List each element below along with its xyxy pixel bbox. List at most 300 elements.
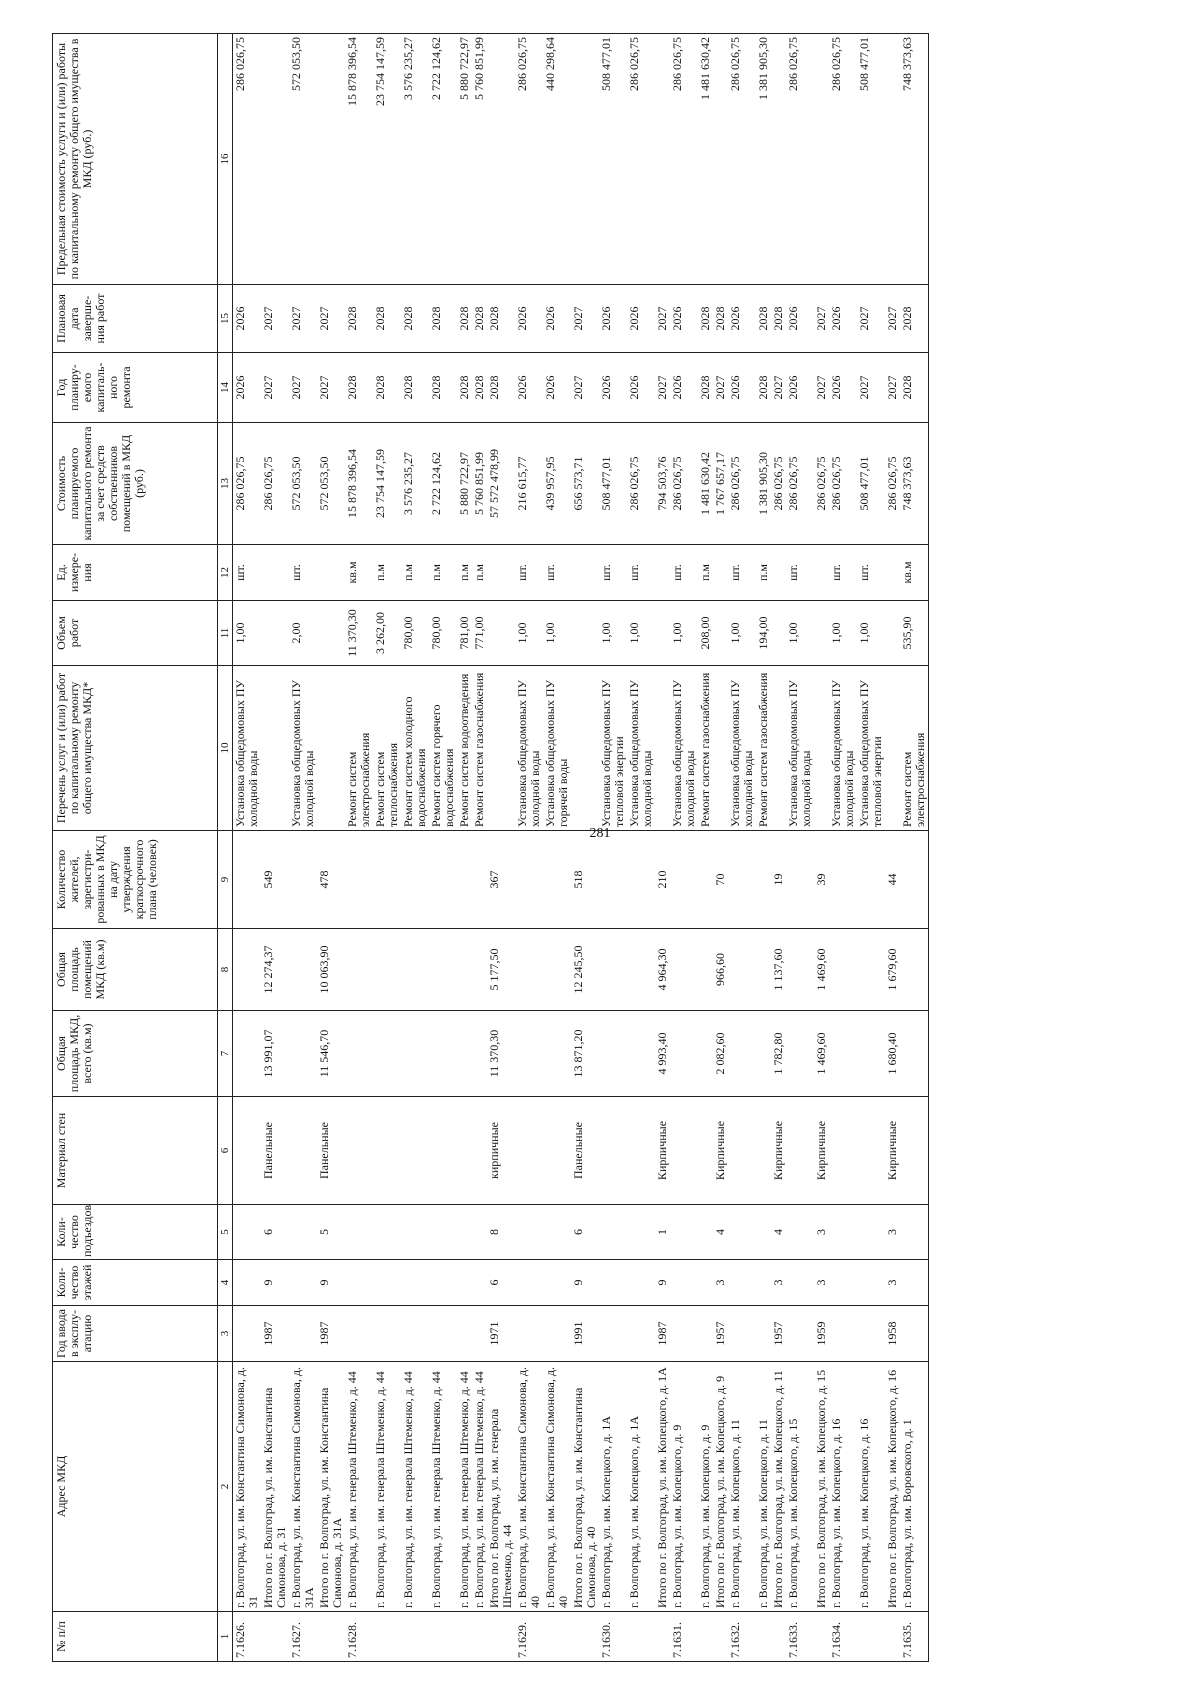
cell-col-1 — [713, 1612, 728, 1662]
cell-col-12 — [261, 545, 289, 601]
table-row — [401, 34, 429, 1662]
cell-col-1: 7.1632. — [728, 1612, 756, 1662]
column-number-3: 3 — [218, 1306, 233, 1362]
cell-col-1 — [543, 1612, 571, 1662]
cell-col-2: г. Волгоград, ул. им. генерала Штеменко, д. 44 — [373, 1362, 401, 1612]
cell-col-5 — [627, 1205, 655, 1260]
cell-col-9 — [756, 831, 771, 929]
cell-col-6: Кирпичные — [885, 1097, 900, 1205]
cell-col-2: г. Волгоград, ул. им. Копецкого, д. 16 — [829, 1362, 857, 1612]
cell-col-13: 286 026,75 — [627, 423, 655, 545]
cell-col-13: 286 026,75 — [728, 423, 756, 545]
cell-col-9: 518 — [571, 831, 599, 929]
cell-col-8 — [373, 929, 401, 1011]
cell-col-7 — [627, 1011, 655, 1097]
cell-col-4 — [829, 1260, 857, 1306]
table-row — [487, 34, 515, 1662]
cell-col-11 — [571, 601, 599, 666]
cell-col-3 — [457, 1306, 472, 1362]
cell-col-16: 5 880 722,97 — [457, 34, 472, 285]
cell-col-15: 2027 — [857, 285, 885, 353]
cell-col-11: 535,90 — [900, 601, 929, 666]
cell-col-6 — [233, 1097, 262, 1205]
cell-col-5 — [457, 1205, 472, 1260]
column-number-6: 6 — [218, 1097, 233, 1205]
column-header-15: Плановая дата заверше-ния работ — [53, 285, 218, 353]
cell-col-6 — [599, 1097, 627, 1205]
cell-col-4 — [786, 1260, 814, 1306]
cell-col-12: п.м — [457, 545, 472, 601]
cell-col-9: 39 — [814, 831, 829, 929]
cell-col-4 — [728, 1260, 756, 1306]
cell-col-11 — [317, 601, 345, 666]
cell-col-5: 8 — [487, 1205, 515, 1260]
cell-col-13: 216 615,77 — [515, 423, 543, 545]
cell-col-1 — [655, 1612, 670, 1662]
cell-col-8 — [756, 929, 771, 1011]
cell-col-5: 4 — [713, 1205, 728, 1260]
cell-col-14: 2026 — [670, 353, 698, 423]
cell-col-11: 771,00 — [472, 601, 487, 666]
cell-col-1 — [756, 1612, 771, 1662]
cell-col-9 — [857, 831, 885, 929]
cell-col-9 — [472, 831, 487, 929]
cell-col-13: 1 381 905,30 — [756, 423, 771, 545]
cell-col-9 — [786, 831, 814, 929]
cell-col-11 — [487, 601, 515, 666]
table-row — [472, 34, 487, 1662]
cell-col-14: 2028 — [900, 353, 929, 423]
cell-col-12: шт. — [857, 545, 885, 601]
cell-col-12 — [814, 545, 829, 601]
rotated-table-container — [52, 34, 1186, 1662]
cell-col-12 — [655, 545, 670, 601]
cell-col-9 — [599, 831, 627, 929]
cell-col-16 — [655, 34, 670, 285]
cell-col-2: Итого по г. Волгоград, ул. им. Копецкого, д. 9 — [713, 1362, 728, 1612]
cell-col-16: 286 026,75 — [728, 34, 756, 285]
cell-col-4 — [670, 1260, 698, 1306]
table-row — [261, 34, 289, 1662]
cell-col-10: Ремонт систем водоотведения — [457, 666, 472, 831]
cell-col-10: Установка общедомовых ПУ холодной воды — [627, 666, 655, 831]
cell-col-12: п.м — [373, 545, 401, 601]
cell-col-3 — [786, 1306, 814, 1362]
cell-col-10 — [713, 666, 728, 831]
cell-col-6: Кирпичные — [814, 1097, 829, 1205]
cell-col-1 — [317, 1612, 345, 1662]
table-row — [728, 34, 756, 1662]
cell-col-16: 748 373,63 — [900, 34, 929, 285]
cell-col-7 — [786, 1011, 814, 1097]
cell-col-12 — [771, 545, 786, 601]
cell-col-14: 2027 — [713, 353, 728, 423]
cell-col-2: г. Волгоград, ул. им. генерала Штеменко, д. 44 — [345, 1362, 373, 1612]
cell-col-16: 5 760 851,99 — [472, 34, 487, 285]
column-header-13: Стоимость планируемого капитального ремонта за счет средств собственников помещений в МКД (руб.) — [53, 423, 218, 545]
cell-col-3: 1957 — [771, 1306, 786, 1362]
cell-col-16: 1 481 630,42 — [698, 34, 713, 285]
cell-col-3: 1987 — [261, 1306, 289, 1362]
cell-col-15: 2028 — [713, 285, 728, 353]
cell-col-12: кв.м — [345, 545, 373, 601]
cell-col-2: г. Волгоград, ул. им. Копецкого, д. 9 — [670, 1362, 698, 1612]
cell-col-1 — [472, 1612, 487, 1662]
cell-col-3 — [472, 1306, 487, 1362]
cell-col-9 — [401, 831, 429, 929]
cell-col-15: 2028 — [457, 285, 472, 353]
cell-col-15: 2026 — [786, 285, 814, 353]
cell-col-4 — [543, 1260, 571, 1306]
cell-col-15: 2026 — [515, 285, 543, 353]
cell-col-12: п.м — [472, 545, 487, 601]
cell-col-13: 286 026,75 — [771, 423, 786, 545]
cell-col-15: 2027 — [571, 285, 599, 353]
cell-col-3: 1957 — [713, 1306, 728, 1362]
cell-col-7: 1 782,80 — [771, 1011, 786, 1097]
cell-col-8 — [429, 929, 457, 1011]
cell-col-5: 6 — [571, 1205, 599, 1260]
cell-col-13: 1 767 657,17 — [713, 423, 728, 545]
cell-col-14: 2026 — [728, 353, 756, 423]
cell-col-1 — [571, 1612, 599, 1662]
cell-col-6 — [289, 1097, 317, 1205]
cell-col-6 — [857, 1097, 885, 1205]
cell-col-4: 9 — [317, 1260, 345, 1306]
cell-col-7 — [429, 1011, 457, 1097]
cell-col-7 — [457, 1011, 472, 1097]
cell-col-10 — [655, 666, 670, 831]
column-number-13: 13 — [218, 423, 233, 545]
cell-col-6: Панельные — [317, 1097, 345, 1205]
cell-col-4: 3 — [713, 1260, 728, 1306]
column-header-4: Коли-чество этажей — [53, 1260, 218, 1306]
cell-col-6 — [515, 1097, 543, 1205]
cell-col-7 — [515, 1011, 543, 1097]
cell-col-11: 780,00 — [429, 601, 457, 666]
cell-col-11: 1,00 — [829, 601, 857, 666]
cell-col-6: Кирпичные — [655, 1097, 670, 1205]
cell-col-16: 286 026,75 — [627, 34, 655, 285]
cell-col-7: 13 991,07 — [261, 1011, 289, 1097]
cell-col-2: г. Волгоград, ул. им. Копецкого, д. 9 — [698, 1362, 713, 1612]
cell-col-15: 2026 — [728, 285, 756, 353]
table-row — [885, 34, 900, 1662]
column-header-6: Материал стен — [53, 1097, 218, 1205]
cell-col-3 — [627, 1306, 655, 1362]
cell-col-11: 194,00 — [756, 601, 771, 666]
cell-col-15: 2028 — [900, 285, 929, 353]
cell-col-14: 2028 — [487, 353, 515, 423]
cell-col-2: Итого по г. Волгоград, ул. им. Константина Симонова, д. 31А — [317, 1362, 345, 1612]
table-row — [289, 34, 317, 1662]
table-row — [829, 34, 857, 1662]
cell-col-6 — [728, 1097, 756, 1205]
cell-col-10: Установка общедомовых ПУ горячей воды — [543, 666, 571, 831]
cell-col-1 — [771, 1612, 786, 1662]
cell-col-10 — [771, 666, 786, 831]
cell-col-11 — [713, 601, 728, 666]
cell-col-14: 2026 — [786, 353, 814, 423]
cell-col-11: 1,00 — [728, 601, 756, 666]
cell-col-2: г. Волгоград, ул. им. Копецкого, д. 1А — [627, 1362, 655, 1612]
cell-col-14: 2028 — [472, 353, 487, 423]
cell-col-2: г. Волгоград, ул. им. генерала Штеменко, д. 44 — [457, 1362, 472, 1612]
cell-col-13: 5 760 851,99 — [472, 423, 487, 545]
column-header-7: Общая площадь МКД, всего (кв.м) — [53, 1011, 218, 1097]
column-header-11: Объем работ — [53, 601, 218, 666]
cell-col-13: 508 477,01 — [857, 423, 885, 545]
cell-col-8: 1 469,60 — [814, 929, 829, 1011]
cell-col-15: 2028 — [472, 285, 487, 353]
cell-col-16: 23 754 147,59 — [373, 34, 401, 285]
cell-col-8 — [728, 929, 756, 1011]
cell-col-12 — [487, 545, 515, 601]
cell-col-5: 6 — [261, 1205, 289, 1260]
cell-col-13: 15 878 396,54 — [345, 423, 373, 545]
cell-col-1: 7.1630. — [599, 1612, 627, 1662]
cell-col-4 — [472, 1260, 487, 1306]
cell-col-8 — [289, 929, 317, 1011]
cell-col-7 — [670, 1011, 698, 1097]
cell-col-14: 2027 — [261, 353, 289, 423]
cell-col-4: 3 — [771, 1260, 786, 1306]
cell-col-2: г. Волгоград, ул. им. Копецкого, д. 11 — [756, 1362, 771, 1612]
table-row — [457, 34, 472, 1662]
cell-col-10: Установка общедомовых ПУ тепловой энергии — [857, 666, 885, 831]
cell-col-5 — [756, 1205, 771, 1260]
cell-col-16: 508 477,01 — [599, 34, 627, 285]
cell-col-2: Итого по г. Волгоград, ул. им. Копецкого, д. 15 — [814, 1362, 829, 1612]
cell-col-15: 2028 — [756, 285, 771, 353]
column-number-1: 1 — [218, 1612, 233, 1662]
cell-col-8: 1 679,60 — [885, 929, 900, 1011]
cell-col-16: 3 576 235,27 — [401, 34, 429, 285]
cell-col-6 — [829, 1097, 857, 1205]
cell-col-13: 794 503,76 — [655, 423, 670, 545]
cell-col-14: 2027 — [885, 353, 900, 423]
cell-col-3: 1987 — [655, 1306, 670, 1362]
cell-col-6 — [457, 1097, 472, 1205]
cell-col-9: 19 — [771, 831, 786, 929]
cell-col-4 — [429, 1260, 457, 1306]
cell-col-12: шт. — [670, 545, 698, 601]
cell-col-15: 2028 — [429, 285, 457, 353]
table-row — [698, 34, 713, 1662]
table-row — [317, 34, 345, 1662]
cell-col-8 — [345, 929, 373, 1011]
column-header-10: Перечень услуг и (или) работ по капитальному ремонту общего имущества МКД* — [53, 666, 218, 831]
cell-col-7 — [543, 1011, 571, 1097]
cell-col-16 — [771, 34, 786, 285]
cell-col-6 — [429, 1097, 457, 1205]
cell-col-9 — [515, 831, 543, 929]
cell-col-9 — [829, 831, 857, 929]
cell-col-12: шт. — [289, 545, 317, 601]
table-row — [786, 34, 814, 1662]
cell-col-8: 966,60 — [713, 929, 728, 1011]
cell-col-2: г. Волгоград, ул. им. Константина Симонова, д. 31А — [289, 1362, 317, 1612]
cell-col-12: шт. — [786, 545, 814, 601]
cell-col-13: 748 373,63 — [900, 423, 929, 545]
cell-col-5 — [233, 1205, 262, 1260]
cell-col-2: г. Волгоград, ул. им. Константина Симонова, д. 40 — [515, 1362, 543, 1612]
cell-col-14: 2026 — [543, 353, 571, 423]
cell-col-16: 286 026,75 — [786, 34, 814, 285]
cell-col-5 — [599, 1205, 627, 1260]
cell-col-13: 572 053,50 — [317, 423, 345, 545]
cell-col-11 — [771, 601, 786, 666]
cell-col-9: 367 — [487, 831, 515, 929]
column-header-12: Ед. измере-ния — [53, 545, 218, 601]
cell-col-6 — [345, 1097, 373, 1205]
cell-col-6 — [756, 1097, 771, 1205]
cell-col-9 — [457, 831, 472, 929]
cell-col-7 — [233, 1011, 262, 1097]
cell-col-3 — [698, 1306, 713, 1362]
cell-col-8 — [829, 929, 857, 1011]
cell-col-6: Панельные — [571, 1097, 599, 1205]
cell-col-5: 4 — [771, 1205, 786, 1260]
cell-col-9: 44 — [885, 831, 900, 929]
cell-col-11: 11 370,30 — [345, 601, 373, 666]
cell-col-2: Итого по г. Волгоград, ул. им. Копецкого, д. 1А — [655, 1362, 670, 1612]
cell-col-8 — [627, 929, 655, 1011]
cell-col-9: 478 — [317, 831, 345, 929]
cell-col-15: 2028 — [345, 285, 373, 353]
cell-col-14: 2028 — [373, 353, 401, 423]
cell-col-4 — [698, 1260, 713, 1306]
cell-col-5 — [373, 1205, 401, 1260]
cell-col-15: 2027 — [289, 285, 317, 353]
cell-col-5 — [829, 1205, 857, 1260]
cell-col-11 — [655, 601, 670, 666]
cell-col-15: 2027 — [261, 285, 289, 353]
cell-col-6: кирпичные — [487, 1097, 515, 1205]
cell-col-14: 2027 — [857, 353, 885, 423]
cell-col-9 — [233, 831, 262, 929]
cell-col-8: 12 245,50 — [571, 929, 599, 1011]
cell-col-1 — [885, 1612, 900, 1662]
cell-col-11: 208,00 — [698, 601, 713, 666]
cell-col-7 — [289, 1011, 317, 1097]
cell-col-4 — [599, 1260, 627, 1306]
column-number-2: 2 — [218, 1362, 233, 1612]
cell-col-1 — [457, 1612, 472, 1662]
cell-col-5 — [515, 1205, 543, 1260]
cell-col-14: 2028 — [457, 353, 472, 423]
cell-col-1 — [814, 1612, 829, 1662]
cell-col-13: 439 957,95 — [543, 423, 571, 545]
cell-col-2: г. Волгоград, ул. им. Воровского, д. 1 — [900, 1362, 929, 1612]
cell-col-10: Установка общедомовых ПУ холодной воды — [786, 666, 814, 831]
cell-col-1: 7.1628. — [345, 1612, 373, 1662]
cell-col-9 — [429, 831, 457, 929]
cell-col-10 — [885, 666, 900, 831]
cell-col-13: 1 481 630,42 — [698, 423, 713, 545]
cell-col-13: 508 477,01 — [599, 423, 627, 545]
cell-col-5: 3 — [885, 1205, 900, 1260]
column-number-row — [218, 34, 233, 1662]
cell-col-12: шт. — [515, 545, 543, 601]
cell-col-4 — [857, 1260, 885, 1306]
column-number-12: 12 — [218, 545, 233, 601]
cell-col-6 — [373, 1097, 401, 1205]
cell-col-3 — [373, 1306, 401, 1362]
cell-col-11: 1,00 — [599, 601, 627, 666]
cell-col-10: Ремонт систем холодного водоснабжения — [401, 666, 429, 831]
cell-col-14: 2026 — [233, 353, 262, 423]
column-number-9: 9 — [218, 831, 233, 929]
cell-col-14: 2028 — [756, 353, 771, 423]
cell-col-13: 286 026,75 — [233, 423, 262, 545]
cell-col-15: 2026 — [670, 285, 698, 353]
cell-col-12 — [571, 545, 599, 601]
cell-col-16 — [487, 34, 515, 285]
cell-col-15: 2026 — [627, 285, 655, 353]
cell-col-6: Панельные — [261, 1097, 289, 1205]
cell-col-4 — [345, 1260, 373, 1306]
cell-col-7 — [472, 1011, 487, 1097]
cell-col-1 — [401, 1612, 429, 1662]
cell-col-11: 780,00 — [401, 601, 429, 666]
table-row — [713, 34, 728, 1662]
cell-col-15: 2028 — [487, 285, 515, 353]
cell-col-2: г. Волгоград, ул. им. Копецкого, д. 11 — [728, 1362, 756, 1612]
cell-col-10: Установка общедомовых ПУ холодной воды — [728, 666, 756, 831]
cell-col-12 — [885, 545, 900, 601]
cell-col-3 — [599, 1306, 627, 1362]
cell-col-7 — [698, 1011, 713, 1097]
cell-col-3 — [857, 1306, 885, 1362]
cell-col-6 — [472, 1097, 487, 1205]
cell-col-8 — [233, 929, 262, 1011]
cell-col-10 — [317, 666, 345, 831]
cell-col-1: 7.1626. — [233, 1612, 262, 1662]
cell-col-1 — [261, 1612, 289, 1662]
cell-col-10 — [814, 666, 829, 831]
cell-col-16: 286 026,75 — [233, 34, 262, 285]
cell-col-4 — [457, 1260, 472, 1306]
cell-col-8: 12 274,37 — [261, 929, 289, 1011]
capital-repair-table — [52, 33, 929, 1662]
cell-col-7: 11 370,30 — [487, 1011, 515, 1097]
cell-col-16: 508 477,01 — [857, 34, 885, 285]
cell-col-8 — [857, 929, 885, 1011]
cell-col-15: 2026 — [233, 285, 262, 353]
column-number-11: 11 — [218, 601, 233, 666]
cell-col-14: 2027 — [317, 353, 345, 423]
cell-col-9 — [627, 831, 655, 929]
cell-col-11: 3 262,00 — [373, 601, 401, 666]
cell-col-16 — [317, 34, 345, 285]
cell-col-3 — [756, 1306, 771, 1362]
cell-col-3: 1991 — [571, 1306, 599, 1362]
cell-col-6 — [401, 1097, 429, 1205]
cell-col-10: Ремонт систем электроснабжения — [900, 666, 929, 831]
cell-col-4: 9 — [655, 1260, 670, 1306]
table-row — [670, 34, 698, 1662]
column-header-5: Коли-чество подъездов — [53, 1205, 218, 1260]
cell-col-2: Итого по г. Волгоград, ул. им. Константина Симонова, д. 31 — [261, 1362, 289, 1612]
cell-col-16: 15 878 396,54 — [345, 34, 373, 285]
cell-col-15: 2027 — [655, 285, 670, 353]
cell-col-14: 2027 — [814, 353, 829, 423]
cell-col-7 — [829, 1011, 857, 1097]
cell-col-16 — [885, 34, 900, 285]
cell-col-13: 2 722 124,62 — [429, 423, 457, 545]
column-number-16: 16 — [218, 34, 233, 285]
